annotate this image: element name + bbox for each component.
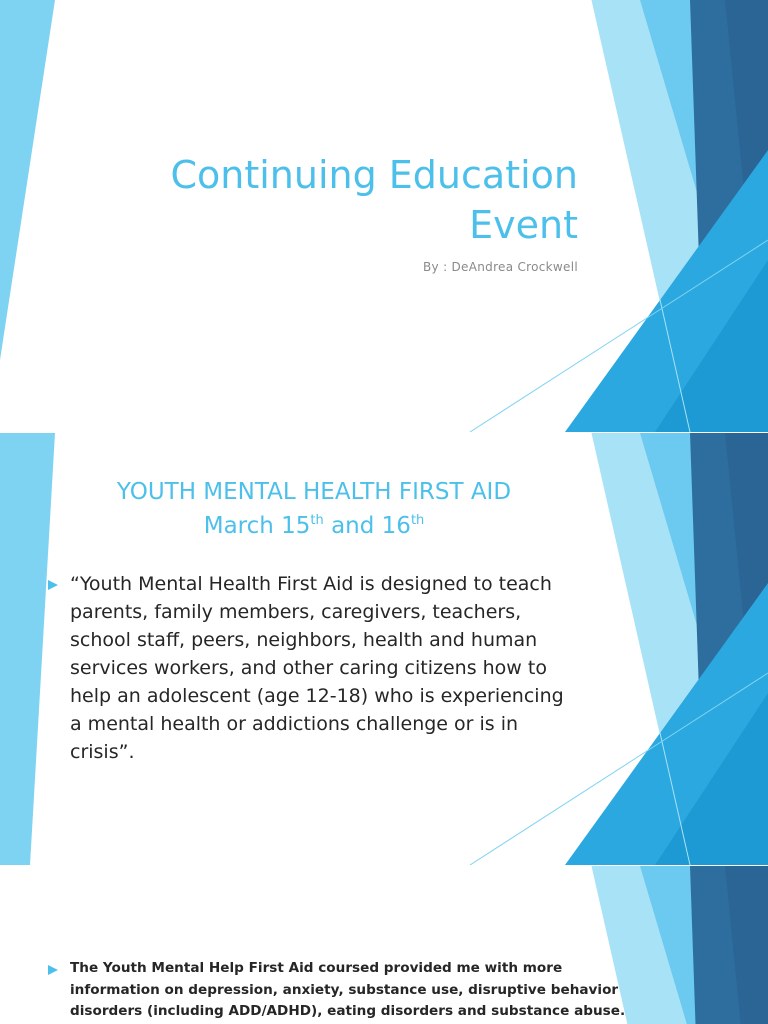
course-summary-text: The Youth Mental Help First Aid coursed provided me with more information on depression, anxiety, substance use, disruptive behavior disorders (including ADD/ADHD), eating disorders and substance abuse.	[70, 960, 626, 1019]
slide-title-text	[58, 150, 578, 250]
date-start: March 15	[203, 513, 311, 539]
bullet-arrow-icon	[48, 580, 58, 590]
slide-title	[0, 0, 768, 432]
title-line-1: Continuing Education	[170, 153, 578, 197]
event-dates	[40, 509, 588, 543]
date-end: and 16	[323, 513, 411, 539]
byline: By : DeAndrea Crockwell	[423, 260, 578, 274]
slide-2-heading	[40, 475, 588, 543]
title-line-2: Event	[469, 203, 578, 247]
date-suffix-1: th	[310, 513, 324, 528]
heading-text: YOUTH MENTAL HEALTH FIRST AID	[116, 479, 512, 505]
bullet-arrow-icon	[48, 965, 58, 975]
date-suffix-2: th	[410, 513, 425, 528]
quote-text: “Youth Mental Health First Aid is designed to teach parents, family members, caregivers, teachers, school staff, peers, neighbors, health and human services workers, and other caring citizens how to help an adolescent (age 12-18) who is experiencing a mental health or addictions challenge or is in crisis”.	[70, 573, 564, 763]
